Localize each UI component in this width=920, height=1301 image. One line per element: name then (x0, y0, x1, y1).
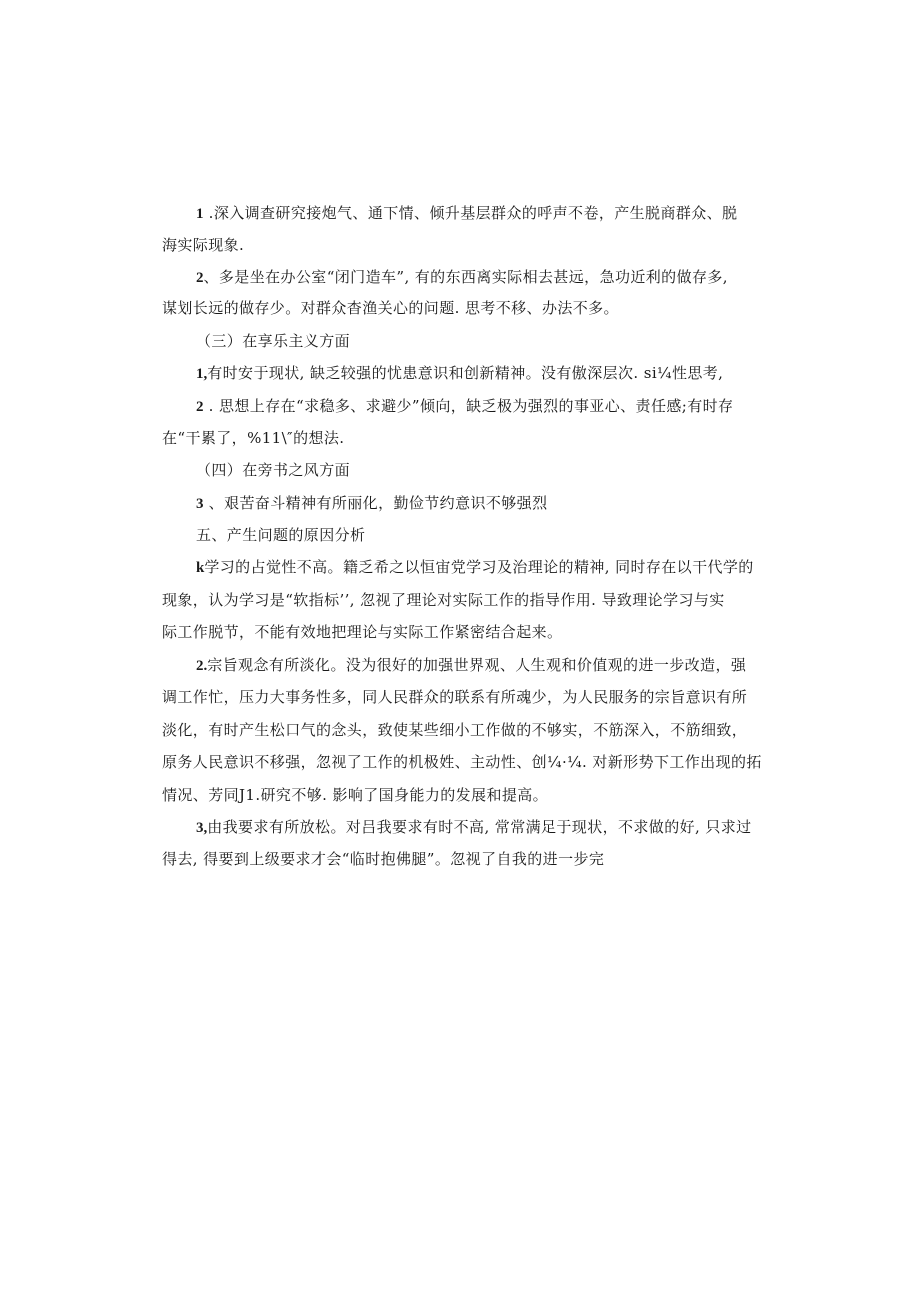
item-number: 1, (196, 366, 208, 382)
item-number: 3 (196, 496, 204, 512)
document-line (162, 298, 619, 319)
line-text: 调工作忙，压力大事务性多，同人民群众的联系有所魂少，为人民服务的宗旨意识有所 (162, 688, 748, 706)
line-text: 在“干累了，%11\″的想法. (162, 429, 345, 447)
section-heading (196, 460, 350, 481)
item-number: 3, (196, 820, 208, 836)
document-line (162, 785, 548, 806)
document-line (162, 687, 747, 708)
document-line (196, 557, 754, 578)
document-line (196, 203, 737, 224)
document-line (162, 428, 344, 449)
line-text: 得去, 得要到上级要求才会“临时抱佛腿”。忽视了自我的进一步完 (162, 850, 605, 868)
line-text: 宗旨观念有所淡化。没为很好的加强世界观、人生观和价值观的进一步改造，强 (207, 656, 747, 674)
document-line (196, 396, 733, 417)
item-number: k (196, 560, 205, 576)
line-text: （三）在享乐主义方面 (196, 332, 351, 350)
line-text: 有时安于现状, 缺乏较强的忧患意识和创新精神。没有傲深层次. si¼性思考, (207, 364, 724, 382)
item-number: 2 (196, 270, 204, 286)
document-line (162, 752, 762, 773)
document-line (162, 720, 747, 741)
item-number: 2. (196, 658, 208, 674)
line-text: 原务人民意识不移强，忽视了工作的机极姓、主动性、创¼·¼. 对新形势下工作出现的拓 (162, 753, 762, 771)
document-line (196, 363, 723, 384)
line-text: 谋划长远的做存少。对群众杳渔关心的问题. 思考不移、办法不多。 (162, 299, 619, 317)
line-text: 际工作脱节，不能有效地把理论与实际工作紧密结合起来。 (162, 623, 563, 641)
line-text: 海实际现象. (162, 236, 245, 254)
document-line (162, 235, 244, 256)
section-heading (196, 525, 365, 546)
section-heading (196, 331, 350, 352)
document-line (196, 493, 547, 514)
line-text: 、多是坐在办公室“闭门造车”, 有的东西离实际相去甚远，急功近利的做存多, (203, 268, 728, 286)
item-number: 2 (196, 399, 204, 415)
document-line (162, 849, 604, 870)
line-text: 五、产生问题的原因分析 (196, 526, 366, 544)
line-text: 、艰苦奋斗精神有所丽化，勤俭节约意识不够强烈 (203, 494, 548, 512)
line-text: 情况、芳同J1.研究不够. 影响了国身能力的发展和提高。 (162, 786, 549, 804)
document-line (162, 590, 725, 611)
line-text: （四）在旁书之风方面 (196, 461, 351, 479)
line-text: 学习的占觉性不高。籍乏希之以恒宙党学习及治理论的精神, 同时存在以干代学的 (204, 558, 754, 576)
line-text: 由我要求有所放松。对吕我要求有时不高, 常常满足于现状，不求做的好, 只求过 (207, 818, 752, 836)
line-text: 现象，认为学习是“软指标’’, 忽视了理论对实际工作的指导作用. 导致理论学习与实 (162, 591, 725, 609)
document-line (196, 267, 728, 288)
line-text: 淡化，有时产生松口气的念头，致使某些细小工作做的不够实，不筋深入，不筋细致， (162, 721, 748, 739)
line-text: .深入调查研究接炮气、通下情、倾升基层群众的呼声不卷，产生脱商群众、脱 (203, 204, 738, 222)
document-line (196, 655, 746, 676)
item-number: 1 (196, 206, 204, 222)
line-text: . 思想上存在“求稳多、求避少”倾向，缺乏极为强烈的事亚心、责任感;有时存 (203, 397, 734, 415)
document-line (196, 817, 752, 838)
document-line (162, 622, 562, 643)
